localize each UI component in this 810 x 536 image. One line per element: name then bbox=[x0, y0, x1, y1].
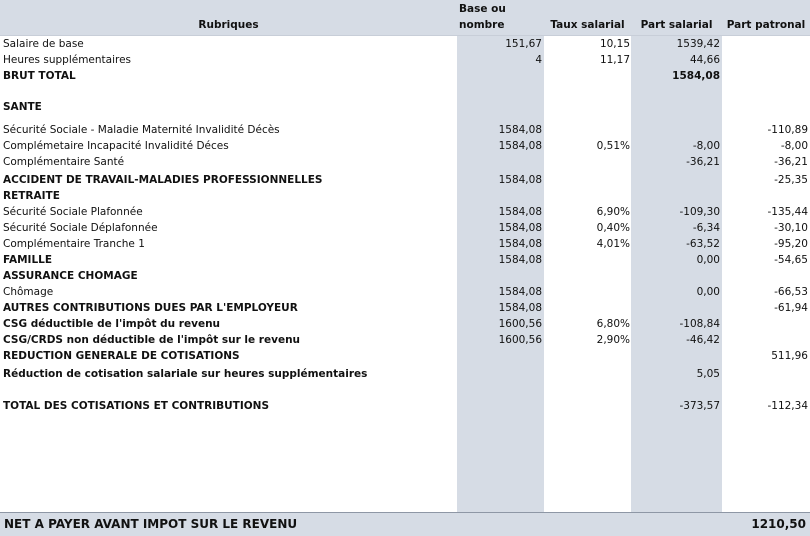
row-label: SANTE bbox=[3, 101, 42, 113]
table-row bbox=[0, 268, 810, 284]
row-label: Réduction de cotisation salariale sur heures supplémentaires bbox=[3, 368, 368, 380]
row-taux: 11,17 bbox=[599, 54, 630, 66]
row-label: FAMILLE bbox=[3, 254, 53, 266]
row-label: Complémentaire Santé bbox=[3, 156, 125, 168]
row-part-salarial: -46,42 bbox=[686, 334, 720, 346]
row-part-salarial: 5,05 bbox=[696, 368, 720, 380]
row-label: AUTRES CONTRIBUTIONS DUES PAR L'EMPLOYEUR bbox=[3, 302, 298, 314]
row-base: 1584,08 bbox=[498, 302, 542, 314]
row-label: Salaire de base bbox=[3, 38, 84, 50]
row-part-patronal: -135,44 bbox=[767, 206, 808, 218]
table-row bbox=[0, 332, 810, 348]
table-row bbox=[0, 220, 810, 236]
row-part-patronal: -36,21 bbox=[774, 156, 808, 168]
net-pay-bar bbox=[0, 512, 810, 536]
row-base: 1584,08 bbox=[498, 286, 542, 298]
row-base: 1600,56 bbox=[498, 318, 542, 330]
row-part-patronal: -95,20 bbox=[774, 238, 808, 250]
row-label: ACCIDENT DE TRAVAIL-MALADIES PROFESSIONNELLES bbox=[3, 174, 323, 186]
table-row bbox=[0, 36, 810, 52]
header-rubriques: Rubriques bbox=[198, 19, 259, 31]
row-part-salarial: 44,66 bbox=[689, 54, 720, 66]
table-row bbox=[0, 300, 810, 316]
row-part-salarial: -6,34 bbox=[692, 222, 720, 234]
table-row bbox=[0, 252, 810, 268]
row-label: Complémetaire Incapacité Invalidité Déces bbox=[3, 140, 229, 152]
table-row bbox=[0, 236, 810, 252]
row-taux: 0,40% bbox=[596, 222, 630, 234]
row-part-salarial: -63,52 bbox=[686, 238, 720, 250]
row-part-patronal: -61,94 bbox=[774, 302, 808, 314]
row-label: Heures supplémentaires bbox=[3, 54, 132, 66]
row-label: CSG/CRDS non déductible de l'impôt sur le revenu bbox=[3, 334, 301, 346]
row-part-salarial: -373,57 bbox=[679, 400, 720, 412]
row-part-patronal: -30,10 bbox=[774, 222, 808, 234]
row-part-patronal: 511,96 bbox=[771, 350, 808, 362]
row-part-salarial: -8,00 bbox=[692, 140, 720, 152]
row-taux: 6,80% bbox=[596, 318, 630, 330]
header-part-patronal: Part patronal bbox=[726, 19, 806, 31]
row-base: 1584,08 bbox=[498, 206, 542, 218]
row-label: Sécurité Sociale Plafonnée bbox=[3, 206, 143, 218]
row-part-salarial: -36,21 bbox=[686, 156, 720, 168]
row-taux: 6,90% bbox=[596, 206, 630, 218]
row-label: Chômage bbox=[3, 286, 54, 298]
table-row bbox=[0, 172, 810, 188]
row-label: CSG déductible de l'impôt du revenu bbox=[3, 318, 221, 330]
row-part-salarial: -108,84 bbox=[679, 318, 720, 330]
row-base: 1584,08 bbox=[498, 174, 542, 186]
row-base: 1600,56 bbox=[498, 334, 542, 346]
row-taux: 4,01% bbox=[596, 238, 630, 250]
row-part-salarial: 0,00 bbox=[696, 286, 720, 298]
row-base: 1584,08 bbox=[498, 254, 542, 266]
row-label: ASSURANCE CHOMAGE bbox=[3, 270, 138, 282]
table-row bbox=[0, 398, 810, 414]
header-part-salarial: Part salarial bbox=[640, 19, 713, 31]
row-part-patronal: -25,35 bbox=[774, 174, 808, 186]
net-pay-value: 1210,50 bbox=[751, 517, 806, 531]
row-label: Sécurité Sociale - Maladie Maternité Invalidité Décès bbox=[3, 124, 280, 136]
net-pay-label: NET A PAYER AVANT IMPOT SUR LE REVENU bbox=[4, 517, 298, 531]
table-row bbox=[0, 52, 810, 68]
row-part-salarial: 0,00 bbox=[696, 254, 720, 266]
row-label: REDUCTION GENERALE DE COTISATIONS bbox=[3, 350, 240, 362]
row-part-patronal: -110,89 bbox=[767, 124, 808, 136]
row-label: BRUT TOTAL bbox=[3, 70, 76, 82]
table-row bbox=[0, 348, 810, 364]
row-part-salarial: -109,30 bbox=[679, 206, 720, 218]
table-row bbox=[0, 99, 810, 115]
row-label: Sécurité Sociale Déplafonnée bbox=[3, 222, 158, 234]
row-base: 151,67 bbox=[505, 38, 542, 50]
row-part-patronal: -66,53 bbox=[774, 286, 808, 298]
row-base: 1584,08 bbox=[498, 238, 542, 250]
table-row bbox=[0, 122, 810, 138]
table-row bbox=[0, 138, 810, 154]
row-label: Complémentaire Tranche 1 bbox=[3, 238, 145, 250]
row-part-patronal: -54,65 bbox=[774, 254, 808, 266]
table-row bbox=[0, 188, 810, 204]
row-base: 1584,08 bbox=[498, 140, 542, 152]
header-base-line2: nombre bbox=[459, 19, 505, 31]
row-base: 1584,08 bbox=[498, 222, 542, 234]
row-base: 1584,08 bbox=[498, 124, 542, 136]
row-taux: 10,15 bbox=[599, 38, 630, 50]
header-taux-salarial: Taux salarial bbox=[550, 19, 625, 31]
row-base: 4 bbox=[535, 54, 542, 66]
row-part-patronal: -8,00 bbox=[780, 140, 808, 152]
row-taux: 2,90% bbox=[596, 334, 630, 346]
row-part-salarial: 1539,42 bbox=[676, 38, 720, 50]
row-part-salarial: 1584,08 bbox=[672, 70, 720, 82]
table-row bbox=[0, 154, 810, 170]
row-label: RETRAITE bbox=[3, 190, 60, 202]
row-taux: 0,51% bbox=[596, 140, 630, 152]
row-part-patronal: -112,34 bbox=[767, 400, 808, 412]
table-row bbox=[0, 284, 810, 300]
table-row bbox=[0, 366, 810, 382]
table-row bbox=[0, 316, 810, 332]
table-header bbox=[0, 0, 810, 36]
row-label: TOTAL DES COTISATIONS ET CONTRIBUTIONS bbox=[3, 400, 270, 412]
table-row bbox=[0, 204, 810, 220]
header-base-line1: Base ou bbox=[459, 3, 506, 15]
table-row bbox=[0, 68, 810, 84]
